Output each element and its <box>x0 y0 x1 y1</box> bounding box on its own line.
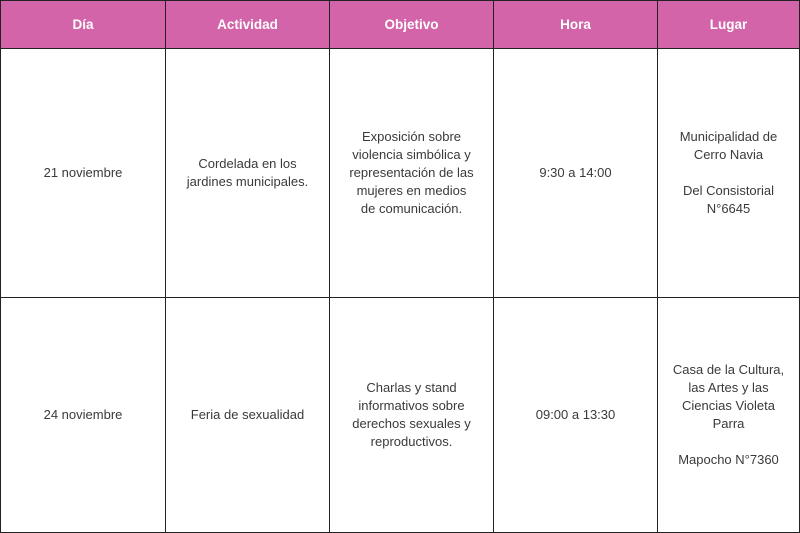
lugar-text: Municipalidad de Cerro Navia Del Consistorial N°6645 <box>679 129 778 216</box>
hora-text: 9:30 a 14:00 <box>539 165 612 180</box>
header-dia: Día <box>1 1 166 49</box>
dia-text: 24 noviembre <box>43 407 123 422</box>
table-row <box>1 298 800 533</box>
table-row <box>1 49 800 298</box>
cell-dia <box>1 49 166 298</box>
table-header-row <box>1 1 800 49</box>
cell-lugar <box>658 298 800 533</box>
cell-lugar <box>658 49 800 298</box>
objetivo-text: Charlas y stand informativos sobre derechos sexuales y reproductivos. <box>352 380 471 449</box>
lugar-text: Casa de la Cultura, las Artes y las Ciencias Violeta Parra Mapocho N°7360 <box>672 362 785 467</box>
actividad-text: Cordelada en los jardines municipales. <box>186 156 309 189</box>
cell-dia <box>1 298 166 533</box>
cell-objetivo <box>330 49 494 298</box>
dia-text: 21 noviembre <box>43 165 123 180</box>
cell-actividad <box>166 49 330 298</box>
cell-hora <box>494 298 658 533</box>
header-objetivo: Objetivo <box>330 1 494 49</box>
header-actividad: Actividad <box>166 1 330 49</box>
hora-text: 09:00 a 13:30 <box>535 407 616 422</box>
header-hora: Hora <box>494 1 658 49</box>
cell-actividad <box>166 298 330 533</box>
cell-objetivo <box>330 298 494 533</box>
actividad-text: Feria de sexualidad <box>190 407 305 422</box>
objetivo-text: Exposición sobre violencia simbólica y representación de las mujeres en medios de comunicación. <box>349 129 474 216</box>
cell-hora <box>494 49 658 298</box>
header-lugar: Lugar <box>658 1 800 49</box>
